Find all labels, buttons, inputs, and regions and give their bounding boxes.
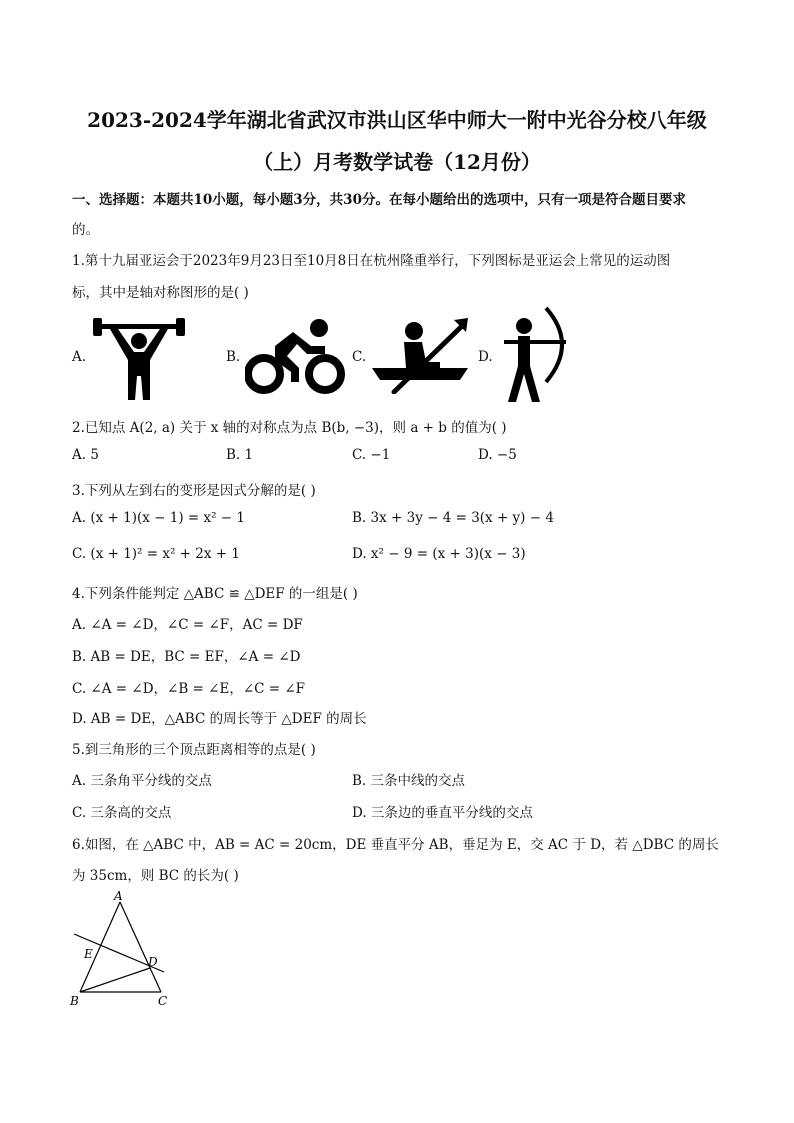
archery-icon [496, 306, 570, 406]
q1-option-a-label: A. [72, 349, 87, 365]
exam-title-line2: （上）月考数学试卷（12月份） [253, 150, 541, 174]
q2-option-c: C. −1 [352, 447, 391, 463]
q4-option-b: B. AB = DE，BC = EF，∠A = ∠D [72, 649, 301, 665]
q1-option-d-label: D. [478, 349, 493, 365]
section-heading-line1: 一、选择题：本题共10小题，每小题3分，共30分。在每小题给出的选项中，只有一项是符合题目要求 [72, 192, 686, 208]
q4-stem: 4.下列条件能判定 △ABC ≌ △DEF 的一组是( ) [72, 586, 358, 602]
point-label-e: E [84, 947, 93, 961]
q5-option-d: D. 三条边的垂直平分线的交点 [352, 805, 533, 821]
q2-option-d: D. −5 [478, 447, 517, 463]
q1-stem-line2: 标，其中是轴对称图形的是( ) [72, 285, 249, 301]
q3-option-a: A. (x + 1)(x − 1) = x² − 1 [72, 510, 245, 526]
q4-option-d: D. AB = DE，△ABC 的周长等于 △DEF 的周长 [72, 711, 367, 727]
weightlifting-icon [90, 310, 190, 405]
q4-option-a: A. ∠A = ∠D，∠C = ∠F，AC = DF [72, 617, 303, 633]
q5-option-b: B. 三条中线的交点 [352, 773, 466, 789]
point-label-d: D [148, 955, 158, 969]
q6-stem-line1: 6.如图，在 △ABC 中，AB = AC = 20cm，DE 垂直平分 AB，垂足为 E，交 AC 于 D，若 △DBC 的周长 [72, 837, 719, 853]
triangle-figure [66, 888, 176, 1010]
vertex-label-a: A [114, 889, 123, 903]
vertex-label-c: C [158, 994, 168, 1008]
vertex-label-b: B [70, 994, 79, 1008]
q6-stem-line2: 为 35cm，则 BC 的长为( ) [72, 868, 239, 884]
q3-option-c: C. (x + 1)² = x² + 2x + 1 [72, 546, 240, 562]
q3-stem: 3.下列从左到右的变形是因式分解的是( ) [72, 483, 316, 499]
q2-option-b: B. 1 [226, 447, 254, 463]
q1-option-c-label: C. [352, 349, 367, 365]
q2-option-a: A. 5 [72, 447, 99, 463]
section-heading-line2: 的。 [72, 222, 99, 238]
q3-option-b: B. 3x + 3y − 4 = 3(x + y) − 4 [352, 510, 554, 526]
q5-option-c: C. 三条高的交点 [72, 805, 172, 821]
q1-option-b-label: B. [226, 349, 241, 365]
q1-stem-line1: 1.第十九届亚运会于2023年9月23日至10月8日在杭州隆重举行，下列图标是亚运会上常见的运动图 [72, 253, 671, 269]
cycling-icon [245, 316, 345, 396]
q4-option-c: C. ∠A = ∠D，∠B = ∠E，∠C = ∠F [72, 681, 306, 697]
canoeing-icon [370, 318, 470, 394]
q2-stem: 2.已知点 A(2, a) 关于 x 轴的对称点为点 B(b, −3)，则 a + b 的值为( ) [72, 420, 507, 436]
q3-option-d: D. x² − 9 = (x + 3)(x − 3) [352, 546, 526, 562]
q5-option-a: A. 三条角平分线的交点 [72, 773, 212, 789]
exam-title-line1: 2023-2024学年湖北省武汉市洪山区华中师大一附中光谷分校八年级 [87, 108, 707, 132]
q5-stem: 5.到三角形的三个顶点距离相等的点是( ) [72, 742, 316, 758]
